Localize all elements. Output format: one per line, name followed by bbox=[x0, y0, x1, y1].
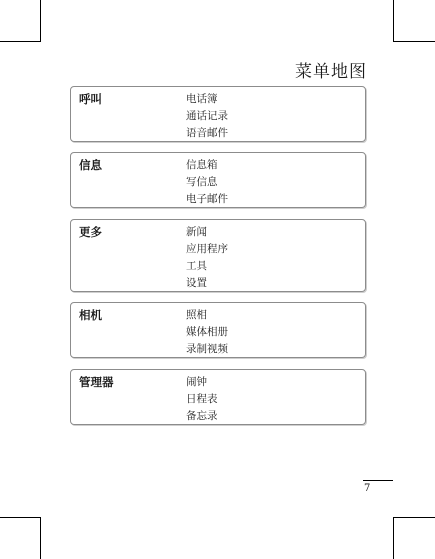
menu-item: 新闻 bbox=[186, 226, 207, 238]
menu-item: 电子邮件 bbox=[186, 193, 228, 205]
menu-item: 电话簿 bbox=[186, 93, 218, 105]
menu-item: 媒体相册 bbox=[186, 326, 228, 338]
menu-item: 备忘录 bbox=[186, 410, 218, 422]
crop-mark bbox=[0, 41, 41, 42]
crop-mark bbox=[393, 0, 394, 42]
menu-item: 信息箱 bbox=[186, 159, 218, 171]
menu-section-call bbox=[70, 86, 366, 142]
crop-mark bbox=[40, 517, 41, 559]
menu-section-camera bbox=[70, 302, 366, 358]
crop-mark bbox=[40, 0, 41, 42]
menu-item: 照相 bbox=[186, 309, 207, 321]
menu-item: 录制视频 bbox=[186, 343, 228, 355]
menu-item: 闹钟 bbox=[186, 376, 207, 388]
menu-section-organiser bbox=[70, 369, 366, 425]
section-name: 信息 bbox=[79, 158, 102, 172]
menu-section-more bbox=[70, 219, 366, 292]
crop-mark bbox=[0, 517, 41, 518]
crop-mark bbox=[393, 517, 435, 518]
menu-item: 写信息 bbox=[186, 176, 218, 188]
item-list bbox=[186, 157, 228, 208]
section-name: 更多 bbox=[79, 225, 102, 239]
menu-item: 语音邮件 bbox=[186, 127, 228, 139]
menu-section-messaging bbox=[70, 152, 366, 208]
menu-item: 设置 bbox=[186, 277, 207, 289]
item-list bbox=[186, 91, 228, 142]
section-name: 管理器 bbox=[79, 375, 114, 389]
page-title: 菜单地图 bbox=[295, 62, 367, 82]
crop-mark bbox=[393, 517, 394, 559]
footer-rule bbox=[363, 480, 393, 481]
section-name: 呼叫 bbox=[79, 92, 102, 106]
crop-mark bbox=[393, 41, 435, 42]
menu-item: 工具 bbox=[186, 260, 207, 272]
menu-item: 日程表 bbox=[186, 393, 218, 405]
item-list bbox=[186, 224, 228, 292]
menu-item: 通话记录 bbox=[186, 110, 228, 122]
item-list bbox=[186, 307, 228, 358]
menu-item: 应用程序 bbox=[186, 243, 228, 255]
page-number: 7 bbox=[364, 483, 371, 494]
item-list bbox=[186, 374, 218, 425]
section-name: 相机 bbox=[79, 308, 102, 322]
